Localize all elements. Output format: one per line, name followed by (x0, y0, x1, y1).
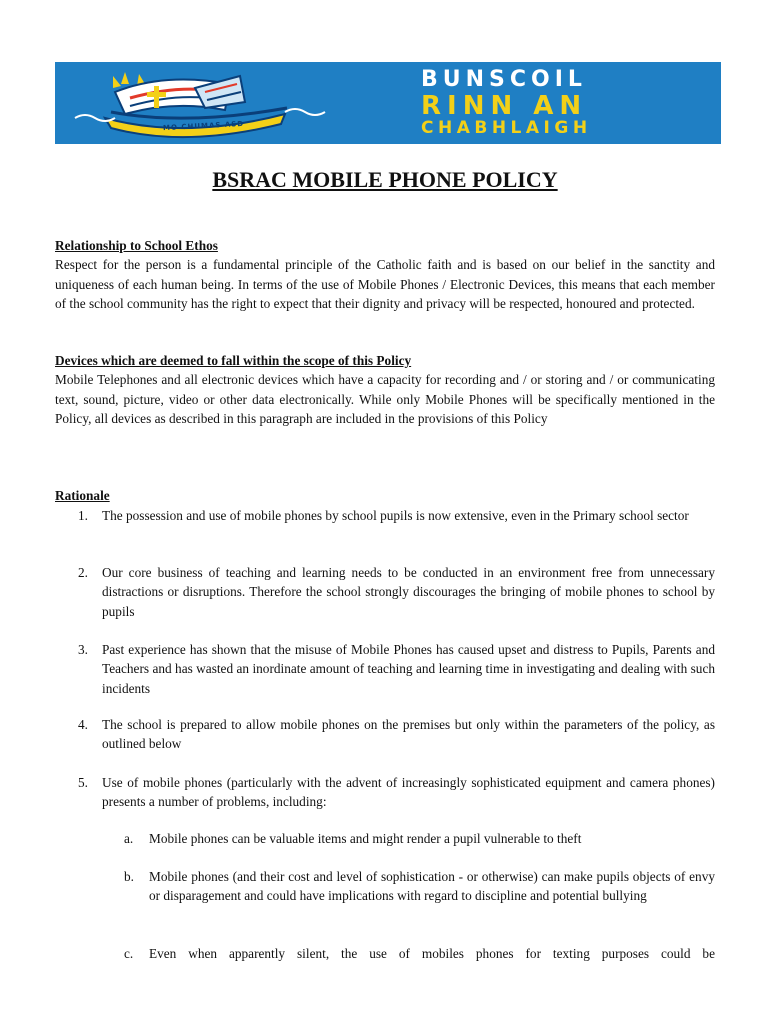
list-number: 2. (78, 565, 88, 580)
school-name-line1: BUNSCOIL (421, 67, 587, 92)
list-item: Use of mobile phones (particularly with the advent of increasingly sophisticated equipment and camera phones) presents a number of problems, including: (102, 775, 715, 810)
sublist-letter: b. (124, 869, 134, 884)
document-title: BSRAC MOBILE PHONE POLICY (212, 167, 558, 192)
section-body-devices: Mobile Telephones and all electronic devices which have a capacity for recording and / or storing and / or communicating text, sound, picture, video or other data electronically. While only Mobile Phones will be specifically mentioned in the Policy, all devices as described in this paragraph are included in the provisions of this Policy (55, 372, 715, 427)
section-heading-ethos: Relationship to School Ethos (55, 238, 218, 253)
sublist-item: Even when apparently silent, the use of mobiles phones for texting purposes could be (149, 946, 715, 961)
school-name-line2: RINN AN (421, 91, 588, 121)
list-number: 4. (78, 717, 88, 732)
list-number: 3. (78, 642, 88, 657)
section-heading-devices: Devices which are deemed to fall within the scope of this Policy (55, 353, 412, 368)
section-body-ethos: Respect for the person is a fundamental principle of the Catholic faith and is based on our belief in the sanctity and uniqueness of each human being. In terms of the use of Mobile Phones / Electronic Devices, this means that each member of the school community has the right to expect that their dignity and privacy will be respected, honoured and protected. (55, 257, 715, 312)
school-name-line3: CHABHLAIGH (421, 118, 592, 138)
sublist-item: Mobile phones (and their cost and level of sophistication - or otherwise) can make pupils objects of envy or disparagement and could have implications with regard to discipline and potential bullying (149, 869, 715, 904)
list-number: 5. (78, 775, 88, 790)
list-number: 1. (78, 508, 88, 523)
school-crest-logo (55, 62, 355, 144)
list-item: Our core business of teaching and learning needs to be conducted in an environment free from unnecessary distractions or disruptions. Therefore the school strongly discourages the bringing of mobile phones to school by pupils (102, 565, 715, 619)
sublist-item: Mobile phones can be valuable items and might render a pupil vulnerable to theft (149, 831, 582, 846)
section-heading-rationale: Rationale (55, 488, 110, 503)
school-banner (55, 62, 721, 144)
sublist-letter: a. (124, 831, 134, 846)
banner-motto: MO CHUMAS ASD (162, 119, 245, 133)
sublist-letter: c. (124, 946, 134, 961)
school-name (421, 69, 721, 137)
section-ethos (55, 236, 715, 314)
list-item: Past experience has shown that the misuse of Mobile Phones has caused upset and distress to Pupils, Parents and Teachers and has wasted an inordinate amount of teaching and learning time in investigating and dealing with such incidents (102, 642, 715, 696)
section-devices (55, 351, 715, 429)
list-item: The school is prepared to allow mobile phones on the premises but only within the parameters of the policy, as outlined below (102, 717, 715, 752)
list-item: The possession and use of mobile phones by school pupils is now extensive, even in the Primary school sector (102, 508, 689, 523)
